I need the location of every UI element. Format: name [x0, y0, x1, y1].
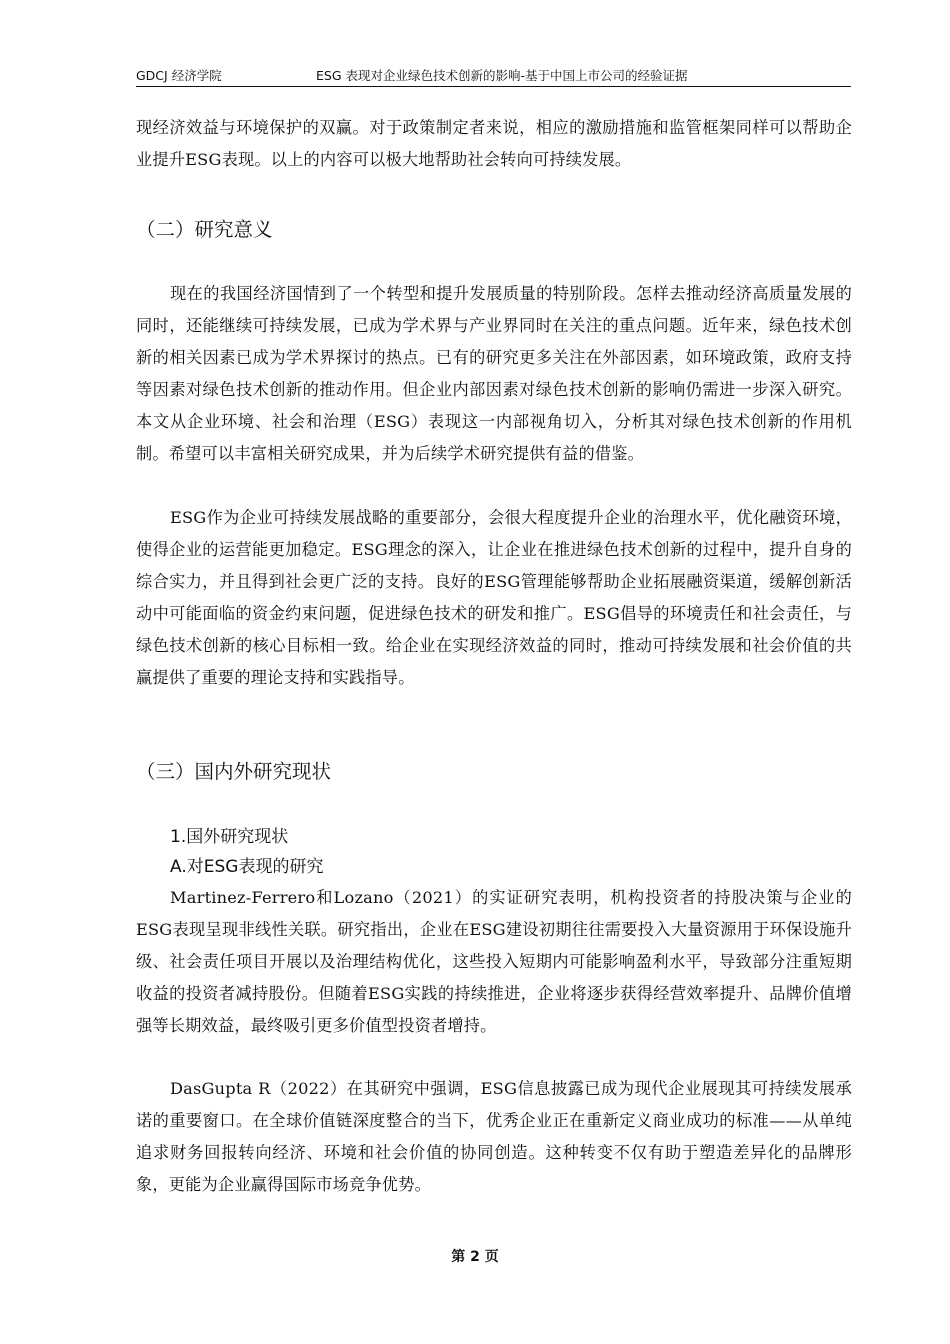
page-number: 第 2 页: [451, 1249, 499, 1265]
body-paragraph: DasGupta R（2022）在其研究中强调，ESG信息披露已成为现代企业展现其可持续发展承诺的重要窗口。在全球价值链深度整合的当下，优秀企业正在重新定义商业成功的标准——从单纯追求财务回报转向经济、环境和社会价值的协同创造。这种转变不仅有助于塑造差异化的品牌形象，更能为企业赢得国际市场竞争优势。: [136, 1079, 852, 1194]
header-institution: GDCJ 经济学院: [136, 68, 222, 83]
header-divider: [136, 86, 851, 87]
body-paragraph: ESG作为企业可持续发展战略的重要部分，会很大程度提升企业的治理水平，优化融资环境，使得企业的运营能更加稳定。ESG理念的深入，让企业在推进绿色技术创新的过程中，提升自身的综合实力，并且得到社会更广泛的支持。良好的ESG管理能够帮助企业拓展融资渠道，缓解创新活动中可能面临的资金约束问题，促进绿色技术的研发和推广。ESG倡导的环境责任和社会责任，与绿色技术创新的核心目标相一致。给企业在实现经济效益的同时，推动可持续发展和社会价值的共赢提供了重要的理论支持和实践指导。: [136, 508, 852, 687]
section-heading-research-significance: （二）研究意义: [136, 218, 273, 241]
body-paragraph: 现在的我国经济国情到了一个转型和提升发展质量的特别阶段。怎样去推动经济高质量发展的同时，还能继续可持续发展，已成为学术界与产业界同时在关注的重点问题。近年来，绿色技术创新的相关因素已成为学术界探讨的热点。已有的研究更多关注在外部因素，如环境政策，政府支持等因素对绿色技术创新的推动作用。但企业内部因素对绿色技术创新的影响仍需进一步深入研究。本文从企业环境、社会和治理（ESG）表现这一内部视角切入，分析其对绿色技术创新的作用机制。希望可以丰富相关研究成果，并为后续学术研究提供有益的借鉴。: [136, 284, 852, 463]
intro-continuation-paragraph: 现经济效益与环境保护的双赢。对于政策制定者来说，相应的激励措施和监管框架同样可以帮助企业提升ESG表现。以上的内容可以极大地帮助社会转向可持续发展。: [136, 118, 852, 169]
section-heading-research-status: （三）国内外研究现状: [136, 760, 332, 783]
body-paragraph: Martinez-Ferrero和Lozano（2021）的实证研究表明，机构投资者的持股决策与企业的ESG表现呈现非线性关联。研究指出，企业在ESG建设初期往往需要投入大量资源用于环保设施升级、社会责任项目开展以及治理结构优化，这些投入短期内可能影响盈利水平，导致部分注重短期收益的投资者减持股份。但随着ESG实践的持续推进，企业将逐步获得经营效率提升、品牌价值增强等长期效益，最终吸引更多价值型投资者增持。: [136, 888, 852, 1035]
header-title: ESG 表现对企业绿色技术创新的影响-基于中国上市公司的经验证据: [316, 68, 688, 83]
subheading-esg-research: A.对ESG表现的研究: [170, 857, 324, 877]
subheading-foreign-research: 1.国外研究现状: [170, 827, 289, 847]
running-header: [136, 66, 850, 86]
